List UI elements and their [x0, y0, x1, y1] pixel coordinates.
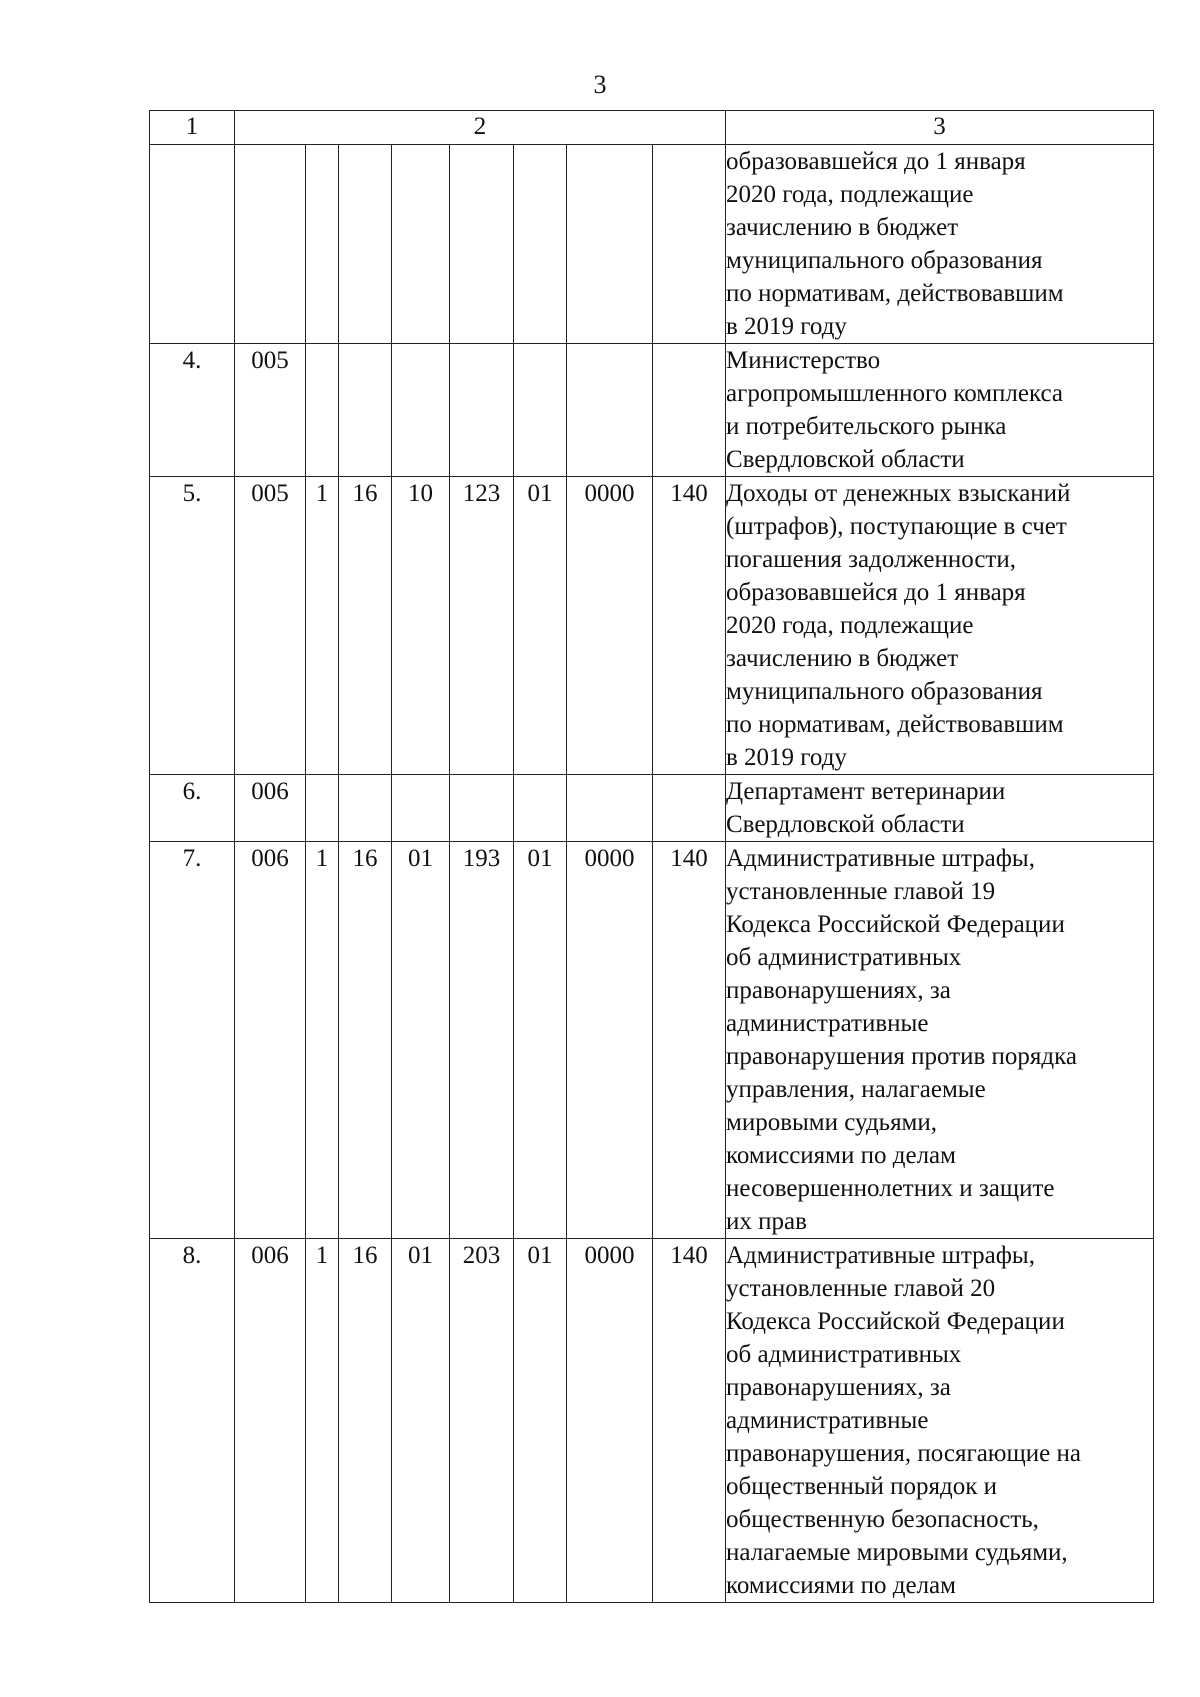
table-row: [150, 344, 1154, 477]
description-line: управления, налагаемые: [726, 1076, 986, 1103]
description-line: и потребительского рынка: [726, 413, 1007, 440]
table-body: [150, 111, 1154, 1603]
code-cell: 16: [339, 842, 392, 1239]
table-row: [150, 842, 1154, 1239]
description-line: муниципального образования: [726, 678, 1043, 705]
table-row: [150, 1239, 1154, 1603]
description-line: административные: [726, 1010, 929, 1037]
description-line: в 2019 году: [726, 313, 847, 340]
code-cell: 006: [235, 842, 306, 1239]
description-cell: [726, 775, 1154, 842]
description-line: зачислению в бюджет: [726, 214, 959, 241]
description-line: Кодекса Российской Федерации: [726, 911, 1065, 938]
code-cell: [235, 145, 306, 344]
code-cell: 01: [514, 477, 567, 775]
code-cell: 1: [306, 1239, 339, 1603]
description-cell: [726, 344, 1154, 477]
code-cell: 123: [450, 477, 514, 775]
description-line: комиссиями по делам: [726, 1572, 956, 1599]
table-row: [150, 775, 1154, 842]
code-cell: [339, 344, 392, 477]
code-cell: 16: [339, 1239, 392, 1603]
code-cell: [514, 344, 567, 477]
code-cell: 006: [235, 775, 306, 842]
description-line: Кодекса Российской Федерации: [726, 1308, 1065, 1335]
description-line: агропромышленного комплекса: [726, 380, 1064, 407]
table-row: [150, 145, 1154, 344]
revenue-codes-table: [149, 110, 1154, 1603]
header-cell-3: 3: [726, 111, 1154, 145]
code-cell: [450, 775, 514, 842]
code-cell: 005: [235, 344, 306, 477]
code-cell: [567, 344, 653, 477]
description-line: в 2019 году: [726, 744, 847, 771]
code-cell: 0000: [567, 1239, 653, 1603]
row-number-cell: [150, 145, 235, 344]
code-cell: 140: [653, 477, 726, 775]
code-cell: [339, 145, 392, 344]
code-cell: [392, 145, 450, 344]
code-cell: 16: [339, 477, 392, 775]
header-cell-2: 2: [235, 111, 726, 145]
code-cell: 005: [235, 477, 306, 775]
description-line: образовавшейся до 1 января: [726, 148, 1026, 175]
code-cell: [653, 344, 726, 477]
code-cell: 006: [235, 1239, 306, 1603]
table-header-row: [150, 111, 1154, 145]
row-number-cell: 6.: [150, 775, 235, 842]
code-cell: [450, 344, 514, 477]
description-line: Свердловской области: [726, 811, 965, 838]
code-cell: 10: [392, 477, 450, 775]
code-cell: [514, 145, 567, 344]
code-cell: 140: [653, 1239, 726, 1603]
code-cell: [306, 344, 339, 477]
description-line: Доходы от денежных взысканий: [726, 480, 1071, 507]
description-line: правонарушениях, за: [726, 977, 951, 1004]
description-cell: [726, 1239, 1154, 1603]
description-line: несовершеннолетних и защите: [726, 1175, 1055, 1202]
code-cell: 140: [653, 842, 726, 1239]
description-line: образовавшейся до 1 января: [726, 579, 1026, 606]
code-cell: 0000: [567, 842, 653, 1239]
description-line: 2020 года, подлежащие: [726, 612, 974, 639]
description-line: об административных: [726, 1341, 962, 1368]
code-cell: [567, 775, 653, 842]
description-line: правонарушениях, за: [726, 1374, 951, 1401]
description-line: муниципального образования: [726, 247, 1043, 274]
code-cell: [653, 145, 726, 344]
description-line: 2020 года, подлежащие: [726, 181, 974, 208]
description-line: зачислению в бюджет: [726, 645, 959, 672]
description-line: Административные штрафы,: [726, 845, 1035, 872]
code-cell: [567, 145, 653, 344]
description-line: Свердловской области: [726, 446, 965, 473]
description-cell: [726, 477, 1154, 775]
description-line: общественную безопасность,: [726, 1506, 1039, 1533]
code-cell: 01: [514, 1239, 567, 1603]
header-cell-1: 1: [150, 111, 235, 145]
row-number-cell: 4.: [150, 344, 235, 477]
description-line: погашения задолженности,: [726, 546, 1016, 573]
description-line: мировыми судьями,: [726, 1109, 938, 1136]
description-line: Министерство: [726, 347, 881, 374]
code-cell: 01: [392, 1239, 450, 1603]
code-cell: 203: [450, 1239, 514, 1603]
row-number-cell: 5.: [150, 477, 235, 775]
code-cell: 193: [450, 842, 514, 1239]
code-cell: 1: [306, 477, 339, 775]
description-line: комиссиями по делам: [726, 1142, 956, 1169]
description-line: установленные главой 20: [726, 1275, 996, 1302]
description-line: по нормативам, действовавшим: [726, 711, 1064, 738]
description-cell: [726, 842, 1154, 1239]
code-cell: [306, 775, 339, 842]
code-cell: 01: [514, 842, 567, 1239]
description-line: их прав: [726, 1208, 807, 1235]
description-line: Департамент ветеринарии: [726, 778, 1006, 805]
row-number-cell: 7.: [150, 842, 235, 1239]
code-cell: 01: [392, 842, 450, 1239]
code-cell: [392, 775, 450, 842]
description-line: Административные штрафы,: [726, 1242, 1035, 1269]
description-line: (штрафов), поступающие в счет: [726, 513, 1067, 540]
code-cell: [450, 145, 514, 344]
description-line: установленные главой 19: [726, 878, 996, 905]
code-cell: [392, 344, 450, 477]
description-line: по нормативам, действовавшим: [726, 280, 1064, 307]
table-row: [150, 477, 1154, 775]
description-line: налагаемые мировыми судьями,: [726, 1539, 1068, 1566]
description-line: правонарушения против порядка: [726, 1043, 1077, 1070]
description-line: общественный порядок и: [726, 1473, 998, 1500]
code-cell: 0000: [567, 477, 653, 775]
code-cell: 1: [306, 842, 339, 1239]
code-cell: [514, 775, 567, 842]
code-cell: [306, 145, 339, 344]
code-cell: [339, 775, 392, 842]
description-cell: [726, 145, 1154, 344]
page-number: 3: [593, 70, 607, 99]
description-line: административные: [726, 1407, 929, 1434]
description-line: об административных: [726, 944, 962, 971]
code-cell: [653, 775, 726, 842]
row-number-cell: 8.: [150, 1239, 235, 1603]
description-line: правонарушения, посягающие на: [726, 1440, 1081, 1467]
